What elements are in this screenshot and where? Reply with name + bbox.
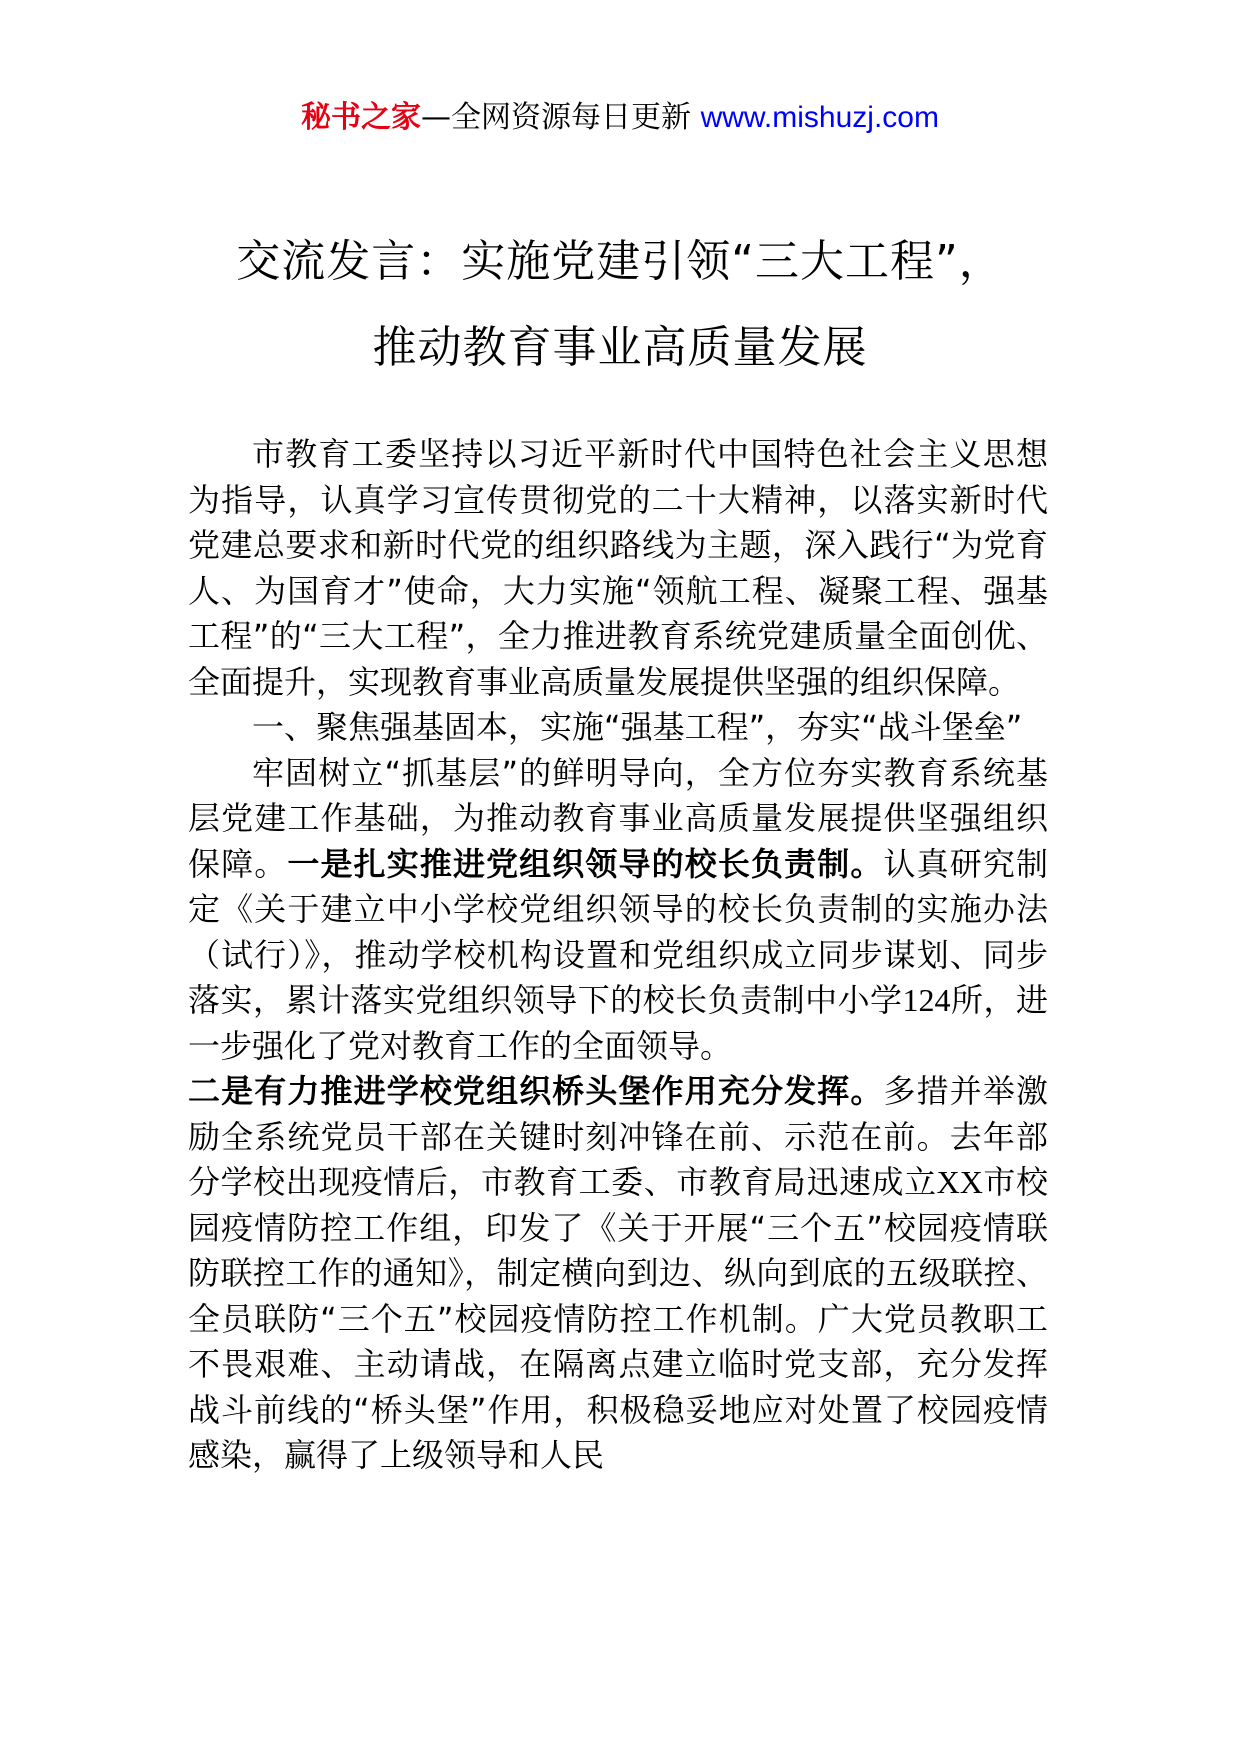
section-1-paragraph bbox=[188, 751, 1048, 1070]
paragraph-text: 牢固树立“抓基层”的鲜明导向，全方位夯实教育系统基层党建工作基础，为推动教育事业高质量发展提供坚强组织保障。 bbox=[188, 753, 1048, 883]
paragraph-text: 所，进一步强化了党对教育工作的全面领导。 bbox=[188, 981, 1048, 1065]
document-title-line-2: 推动教育事业高质量发展 bbox=[372, 322, 868, 373]
section-1-heading: 一、聚焦强基固本，实施“强基工程”，夯实“战斗堡垒” bbox=[252, 708, 1023, 746]
document-title-line-1: 交流发言：实施党建引领“三大工程”， bbox=[236, 236, 1004, 287]
bold-point-2: 二是有力推进学校党组织桥头堡作用充分发挥。 bbox=[188, 1072, 884, 1110]
document-body bbox=[188, 432, 1048, 1479]
school-count: 124 bbox=[902, 982, 951, 1018]
intro-paragraph: 市教育工委坚持以习近平新时代中国特色社会主义思想为指导，认真学习宣传贯彻党的二十大精神，以落实新时代党建总要求和新时代党的组织路线为主题，深入践行“为党育人、为国育才”使命，大力实施“领航工程、凝聚工程、强基工程”的“三大工程”，全力推进教育系统党建质量全面创优、全面提升，实现教育事业高质量发展提供坚强的组织保障。 bbox=[188, 435, 1048, 701]
site-header bbox=[0, 98, 1240, 138]
site-brand: 秘书之家 bbox=[301, 100, 422, 135]
paragraph-text: 多措并举激励全系统党员干部在关键时刻冲锋在前、示范在前。去年部分学校出现疫情后，市教育工委、市教育局迅速成立 bbox=[188, 1072, 1048, 1201]
city-placeholder: XX bbox=[936, 1164, 983, 1200]
site-slogan: —全网资源每日更新 bbox=[421, 100, 701, 135]
bold-point-1: 一是扎实推进党组织领导的校长负责制。 bbox=[287, 844, 884, 883]
section-1-paragraph-continued bbox=[188, 1069, 1048, 1479]
site-url-link[interactable]: www.mishuzj.com bbox=[700, 101, 939, 134]
paragraph-text: 认真研究制定《关于建立中小学校党组织领导的校长负责制的实施办法（试行）》，推动学校机构设置和党组织成立同步谋划、同步落实，累计落实党组织领导下的校长负责制中小学 bbox=[188, 844, 1048, 1019]
paragraph-text: 市校园疫情防控工作组，印发了《关于开展“三个五”校园疫情联防联控工作的通知》，制定横向到边、纵向到底的五级联控、全员联防“三个五”校园疫情防控工作机制。广大党员教职工不畏艰难、主动请战，在隔离点建立临时党支部，充分发挥战斗前线的“桥头堡”作用，积极稳妥地应对处置了校园疫情感染，赢得了上级领导和人民 bbox=[188, 1163, 1048, 1474]
